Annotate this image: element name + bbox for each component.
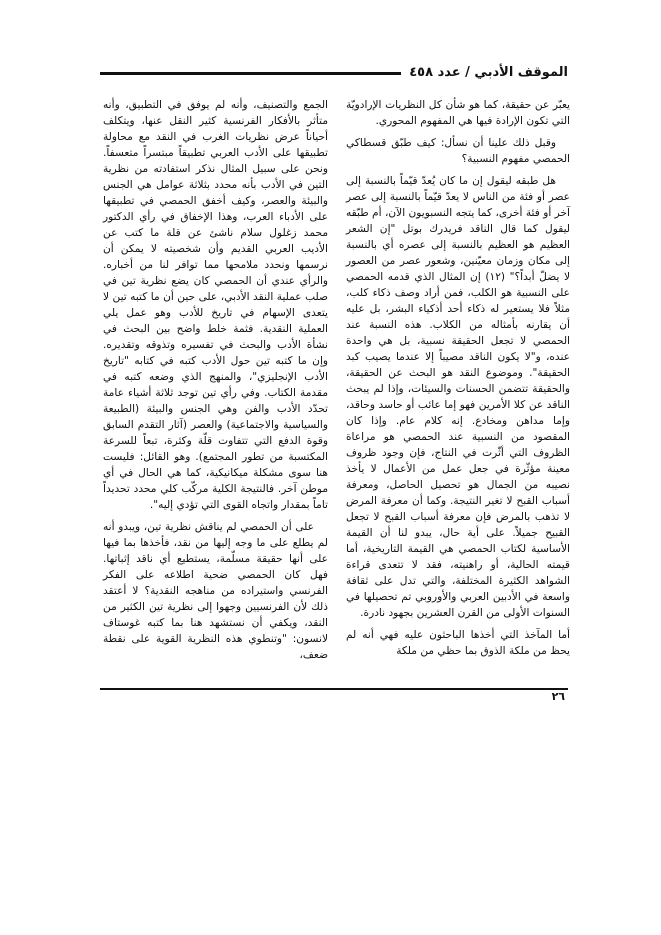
journal-title: الموقف الأدبي / عدد ٤٥٨ <box>409 64 568 80</box>
paragraph: على أن الحمصي لم يناقش نظرية تين، ويبدو أنه لم يطلع على ما وجه إليها من نقد، فأخذها بما فيها على أنها حقيقة مسلّمة، يستطيع أي ناقد إثباتها. فهل كان الحمصي ضحية اطلاعه على الفكر الفرنسي واستيراده من مناهجه النقدية؟ لا أعتقد ذلك لأن الفرنسيين وجهوا إلى نظرية تين الكثير من النقد، ويكفي أن نستشهد هنا بما كتبه غوستاف لانسون: "وتنطوي هذه النظرية القوية على نقطة ضعف، <box>103 521 328 661</box>
paragraph: وقبل ذلك علينا أن نسأل: كيف طبّق قسطاكي الحمصي مفهوم النسبية؟ <box>346 137 570 165</box>
right-column <box>346 97 570 665</box>
footer-rule <box>100 688 568 690</box>
page-number: ٢٦ <box>551 690 565 703</box>
header-rule <box>100 72 401 75</box>
left-column <box>103 97 328 669</box>
page-header <box>100 63 568 81</box>
paragraph: أما المآخذ التي أخذها الباحثون عليه فهي أنه لم يحظ من ملكة الذوق بما حظي من ملكة <box>346 629 570 657</box>
paragraph: الجمع والتصنيف، وأنه لم يوفق في التطبيق، وأنه متأثر بالأفكار الفرنسية كثير النقل عنها، ويتكلف أحياناً عرض نظريات الغرب في النقد مع محاولة تطبيقها على الأدب العربي تطبيقاً مبتسراً متعسفاً. ونحن على سبيل المثال نذكر استفادته من نظرية التين في الأدب بأنه محدد بثلاثة عوامل هي الجنس والبيئة والعصر، وكيف أخفق الحمصي في تطبيقها على الأدباء العرب، وهذا الإخفاق في رأي الدكتور محمد زغلول سلام ناشئ عن قلة ما كتب عن الأديب العربي القديم وأن شخصيته لا يمكن أن نرسمها ونحدد ملامحها مما توافر لنا من أخباره. والرأي عندي أن الحمصي كان يضع نظرية تين في صلب عملية النقد الأدبي، على حين أن ما كتبه تين لا يتعدى الإسهام في تاريخ للأدب وهو عمل يلي العملية النقدية. فثمة خلط واضح بين البحث في نشأة الأدب والبحث في تفسيره وتذوقه وتقديره. وإن ما كتبه تين حول الأدب كتبه في كتابه "تاريخ الأدب الإنجليزي"، والمنهج الذي وضعه كتبه في مقدمة الكتاب. وفي رأي تين توجد ثلاثة أشياء عامة تحدّد الأدب والفن وهي الجنس والبيئة (الطبيعة والسياسية والاجتماعية) والعصر (آثار التقدم السابق وقوة الدفع التي تتفاوت قلّة وكثرة، تبعاً للسرعة المكتسبة من تطور المجتمع). وهو القائل: فليست هنا سوى مشكلة ميكانيكية، كما هي الحال في أي موطن آخر. فالنتيجة الكلية مركّب كلي محدد تحديداً تاماً بمقدار واتجاه القوى التي تؤدي إليه". <box>103 99 328 511</box>
paragraph: هل طبقه ليقول إن ما كان يُعدّ قيّماً بالنسبة إلى عصر أو فئة من الناس لا يعدّ قيّماً بالنسبة إلى عصر آخر أو فئة أخرى، كما يتجه النسبويون الآن، أم طبّقه ليقول كما قال الناقد فريدرك بوتل "إن الشعر العظيم هو العظيم بالنسبة إلى عصره أي بالنسبة إلى مكان وزمان معيّنين، وشعور عصر من العصور لا يضلّ أبداً؟" (١٢) إن المثال الذي قدمه الحمصي على النسبية هو الكلب، فمن أراد وصف ذكاء كلب، مثلاً فلا يستعير له ذكاء أحد أذكياء البشر، بل عليه أن يقارنه بأمثاله من الكلاب. هذه النسبة عند الحمصي لا تجعل الحقيقة نسبية، بل هي واحدة عنده، و"لا يكون الناقد مصيباً إلا عندما يصيب كبد الحقيقة". وموضوع النقد هو البحث عن الحقيقة، والحقيقة تتضمن الحسنات والسيئات، وإذا لم يبحث الناقد عن كلا الأمرين فهو إما عائب أو حاسد وحاقد، وإما مداهن ومخادع. إنه كلام عام. وإذا كان المقصود من النسبية عند الحمصي هو مراعاة الظروف التي أثّرت في النتاج، فإن وجود ظروف معينة مؤثّرة في جعل عمل من الأعمال لا يأخذ نصيبه من الجمال هو تحصيل الحاصل، ومعرفة أسباب القبح لا تغير النتيجة. وكما أن معرفة المرض لا تذهب بالمرض فإن معرفة أسباب القبح لا تجعل القبيح جميلاً. على أية حال، يبدو لنا أن القيمة الأساسية لكتاب الحمصي هي القيمة التاريخية، أما قيمته الحالية، أو راهنيته، فقد لا تتعدى قراءة الشواهد الكثيرة المختلفة، والتي تدل على ثقافة واسعة في الأدبين العربي والأوروبي تم تحصيلها في السنوات الأولى من القرن العشرين بجهود نادرة. <box>346 175 571 619</box>
paragraph: يعبّر عن حقيقة، كما هو شأن كل النظريات الإرادويّة التي تكون الإرادة فيها هي المفهوم المحوري. <box>346 99 570 127</box>
